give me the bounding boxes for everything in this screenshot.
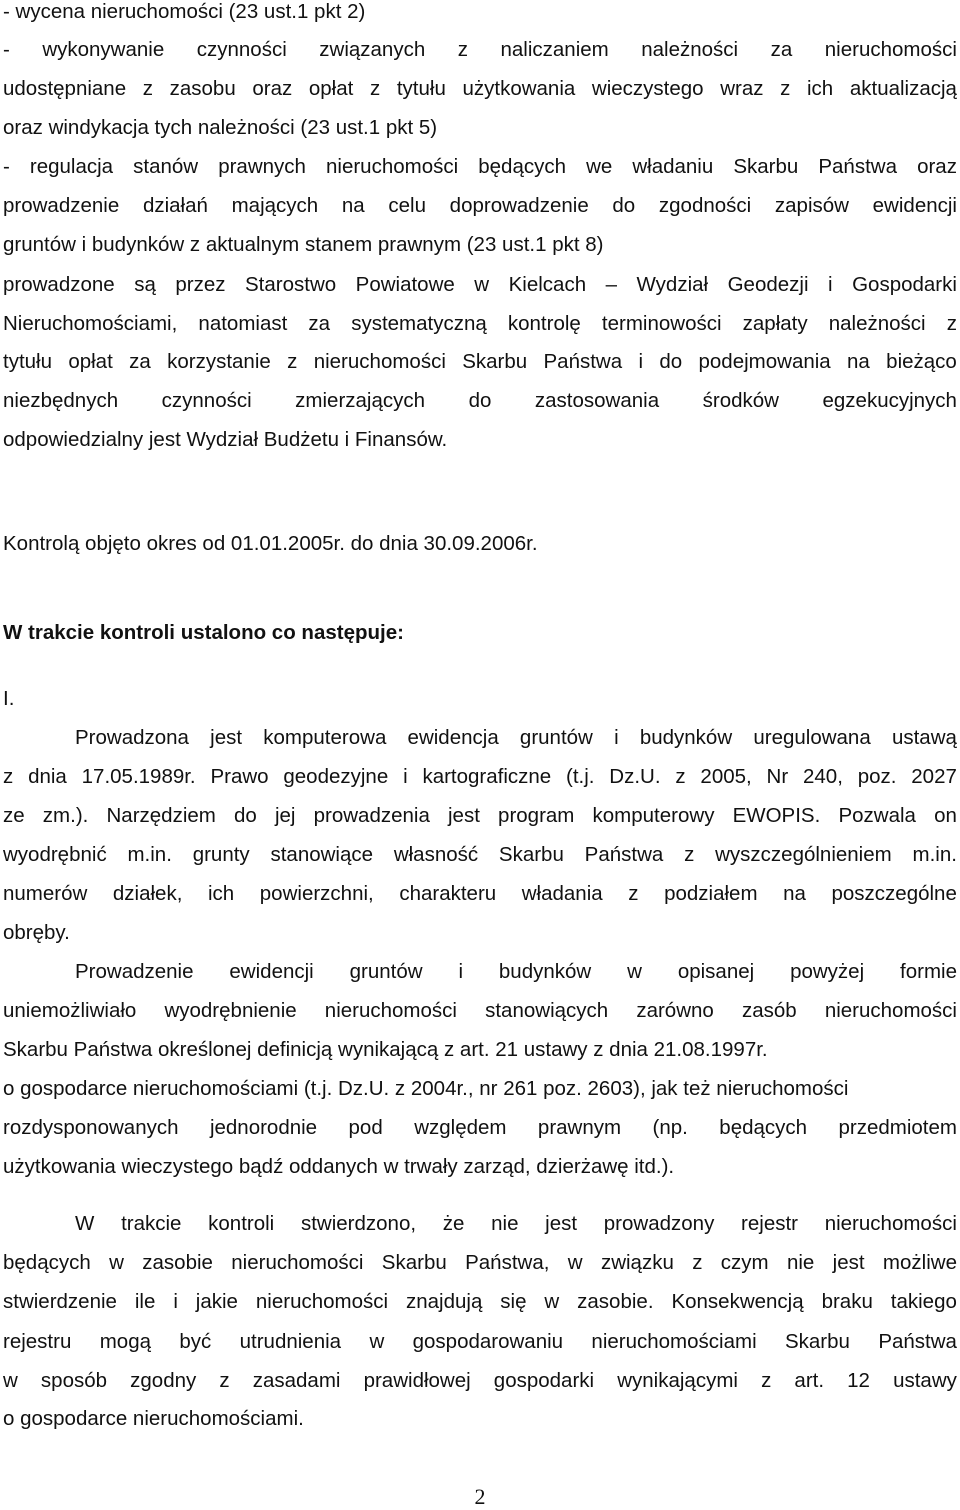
text-line: o gospodarce nieruchomościami. — [3, 1407, 304, 1430]
text-line: odpowiedzialny jest Wydział Budżetu i Finansów. — [3, 428, 448, 451]
text-line: prowadzone są przez Starostwo Powiatowe w Kielcach – Wydział Geodezji i Gospodarki — [3, 273, 957, 296]
text-line: obręby. — [3, 921, 70, 944]
text-line: uniemożliwiało wyodrębnienie nieruchomości stanowiących zarówno zasób nieruchomości — [3, 999, 957, 1022]
text-line: W trakcie kontroli ustalono co następuje: — [3, 621, 404, 644]
text-line: tytułu opłat za korzystanie z nieruchomości Skarbu Państwa i do podejmowania na bieżąco — [3, 350, 957, 373]
text-line: o gospodarce nieruchomościami (t.j. Dz.U. z 2004r., nr 261 poz. 2603), jak też nieruchomości — [3, 1077, 849, 1100]
text-line: użytkowania wieczystego bądź oddanych w trwały zarząd, dzierżawę itd.). — [3, 1155, 675, 1178]
text-line: w sposób zgodny z zasadami prawidłowej gospodarki wynikającymi z art. 12 ustawy — [3, 1369, 957, 1392]
text-line: oraz windykacja tych należności (23 ust.1 pkt 5) — [3, 116, 438, 139]
text-line: będących w zasobie nieruchomości Skarbu Państwa, w związku z czym nie jest możliwe — [3, 1251, 957, 1274]
text-line: prowadzenie działań mających na celu doprowadzenie do zgodności zapisów ewidencji — [3, 194, 957, 217]
page-number: 2 — [474, 1484, 486, 1509]
text-line: - regulacja stanów prawnych nieruchomości będących we władaniu Skarbu Państwa oraz — [3, 155, 957, 178]
text-line: udostępniane z zasobu oraz opłat z tytułu użytkowania wieczystego wraz z ich aktualizacją — [3, 77, 957, 100]
text-line: rejestru mogą być utrudnienia w gospodarowaniu nieruchomościami Skarbu Państwa — [3, 1330, 957, 1353]
text-line: ze zm.). Narzędziem do jej prowadzenia jest program komputerowy EWOPIS. Pozwala on — [3, 804, 957, 827]
text-line: stwierdzenie ile i jakie nieruchomości znajdują się w zasobie. Konsekwencją braku takiego — [3, 1290, 957, 1313]
text-line: numerów działek, ich powierzchni, charakteru władania z podziałem na poszczególne — [3, 882, 957, 905]
text-line: - wycena nieruchomości (23 ust.1 pkt 2) — [3, 0, 366, 23]
text-line: niezbędnych czynności zmierzających do zastosowania środków egzekucyjnych — [3, 389, 957, 412]
text-line: I. — [3, 687, 15, 710]
text-line: Prowadzenie ewidencji gruntów i budynków w opisanej powyżej formie — [75, 960, 957, 983]
text-line: Kontrolą objęto okres od 01.01.2005r. do dnia 30.09.2006r. — [3, 532, 538, 555]
text-line: wyodrębnić m.in. grunty stanowiące własność Skarbu Państwa z wyszczególnieniem m.in. — [3, 843, 957, 866]
text-line: rozdysponowanych jednorodnie pod względem prawnym (np. będących przedmiotem — [3, 1116, 957, 1139]
text-line: W trakcie kontroli stwierdzono, że nie jest prowadzony rejestr nieruchomości — [75, 1212, 957, 1235]
text-line: z dnia 17.05.1989r. Prawo geodezyjne i kartograficzne (t.j. Dz.U. z 2005, Nr 240, poz. 2027 — [3, 765, 957, 788]
text-line: gruntów i budynków z aktualnym stanem prawnym (23 ust.1 pkt 8) — [3, 233, 604, 256]
text-line: Skarbu Państwa określonej definicją wynikającą z art. 21 ustawy z dnia 21.08.1997r. — [3, 1038, 768, 1061]
text-line: - wykonywanie czynności związanych z naliczaniem należności za nieruchomości — [3, 38, 957, 61]
text-line: Prowadzona jest komputerowa ewidencja gruntów i budynków uregulowana ustawą — [75, 726, 957, 749]
text-line: Nieruchomościami, natomiast za systematyczną kontrolę terminowości zapłaty należności z — [3, 312, 957, 335]
